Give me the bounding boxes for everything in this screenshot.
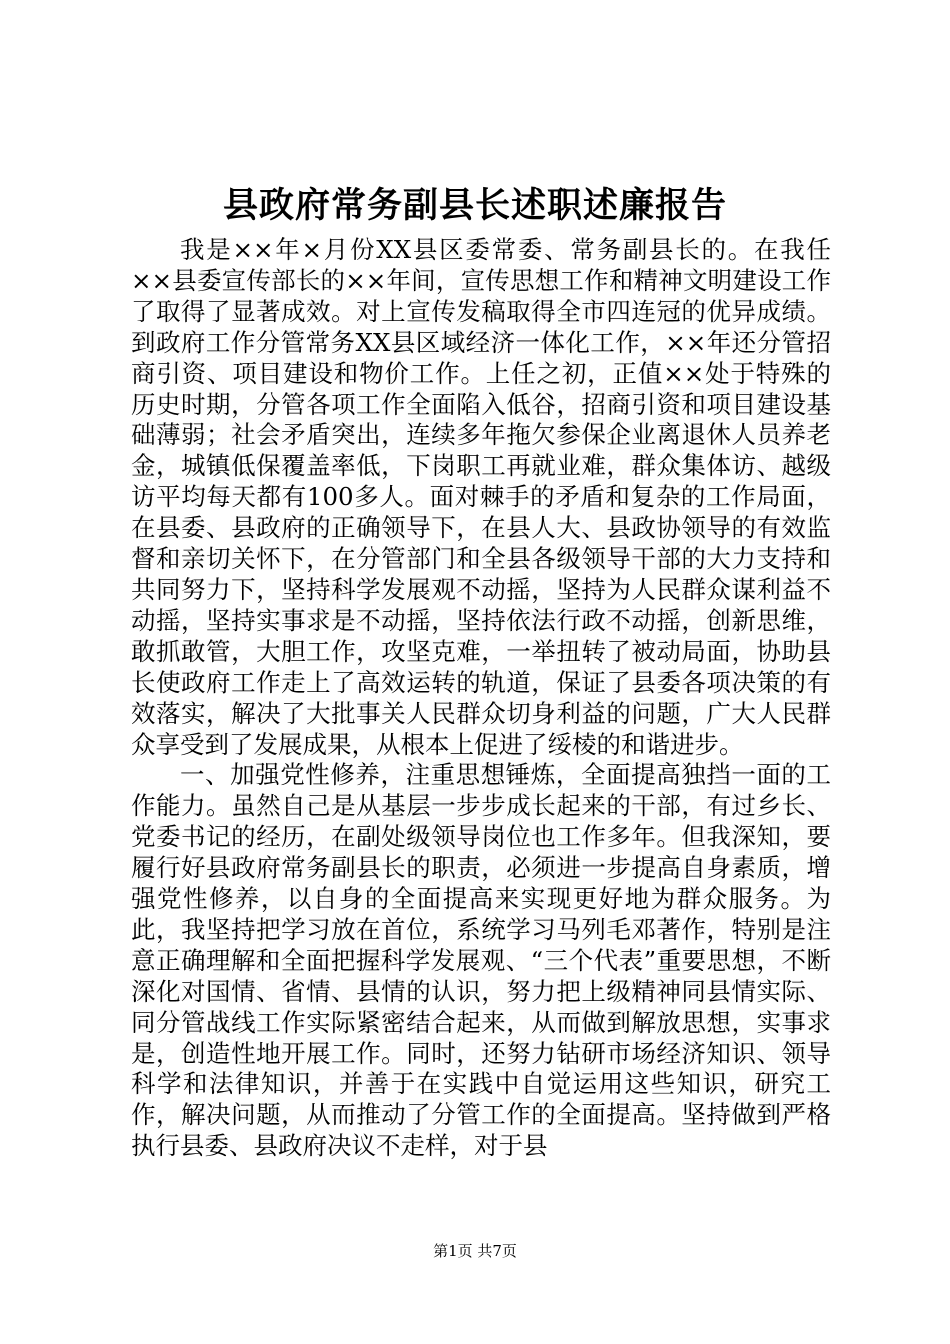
paragraph-intro: 我是××年×月份XX县区委常委、常务副县长的。在我任××县委宣传部长的××年间，宣传思想工作和精神文明建设工作了取得了显著成效。对上宣传发稿取得全市四连冠的优异成绩。到政府工作分管常务XX县区域经济一体化工作，××年还分管招商引资、项目建设和物价工作。上任之初，正值××处于特殊的历史时期，分管各项工作全面陷入低谷，招商引资和项目建设基础薄弱；社会矛盾突出，连续多年拖欠参保企业离退休人员养老金，城镇低保覆盖率低，下岗职工再就业难，群众集体访、越级访平均每天都有100多人。面对棘手的矛盾和复杂的工作局面，在县委、县政府的正确领导下，在县人大、县政协领导的有效监督和亲切关怀下，在分管部门和全县各级领导干部的大力支持和共同努力下，坚持科学发展观不动摇，坚持为人民群众谋利益不动摇，坚持实事求是不动摇，坚持依法行政不动摇，创新思维，敢抓敢管，大胆工作，攻坚克难，一举扭转了被动局面，协助县长使政府工作走上了高效运转的轨道，保证了县委各项决策的有效落实，解决了大批事关人民群众切身利益的问题，广大人民群众享受到了发展成果，从根本上促进了绥棱的和谐进步。 bbox=[131, 235, 831, 759]
document-title: 县政府常务副县长述职述廉报告 bbox=[222, 185, 727, 226]
paragraph-section-one: 一、加强党性修养，注重思想锤炼，全面提高独挡一面的工作能力。虽然自己是从基层一步步成长起来的干部，有过乡长、党委书记的经历，在副处级领导岗位也工作多年。但我深知，要履行好县政府常务副县长的职责，必须进一步提高自身素质，增强党性修养，以自身的全面提高来实现更好地为群众服务。为此，我坚持把学习放在首位，系统学习马列毛邓著作，特别是注意正确理解和全面把握科学发展观、“三个代表”重要思想，不断深化对国情、省情、县情的认识，努力把上级精神同县情实际、同分管战线工作实际紧密结合起来，从而做到解放思想，实事求是，创造性地开展工作。同时，还努力钻研市场经济知识、领导科学和法律知识，并善于在实践中自觉运用这些知识，研究工作，解决问题，从而推动了分管工作的全面提高。坚持做到严格执行县委、县政府决议不走样，对于县 bbox=[131, 760, 831, 1161]
page-footer: 第1页 共7页 bbox=[433, 1242, 517, 1260]
document-body bbox=[131, 235, 831, 1162]
